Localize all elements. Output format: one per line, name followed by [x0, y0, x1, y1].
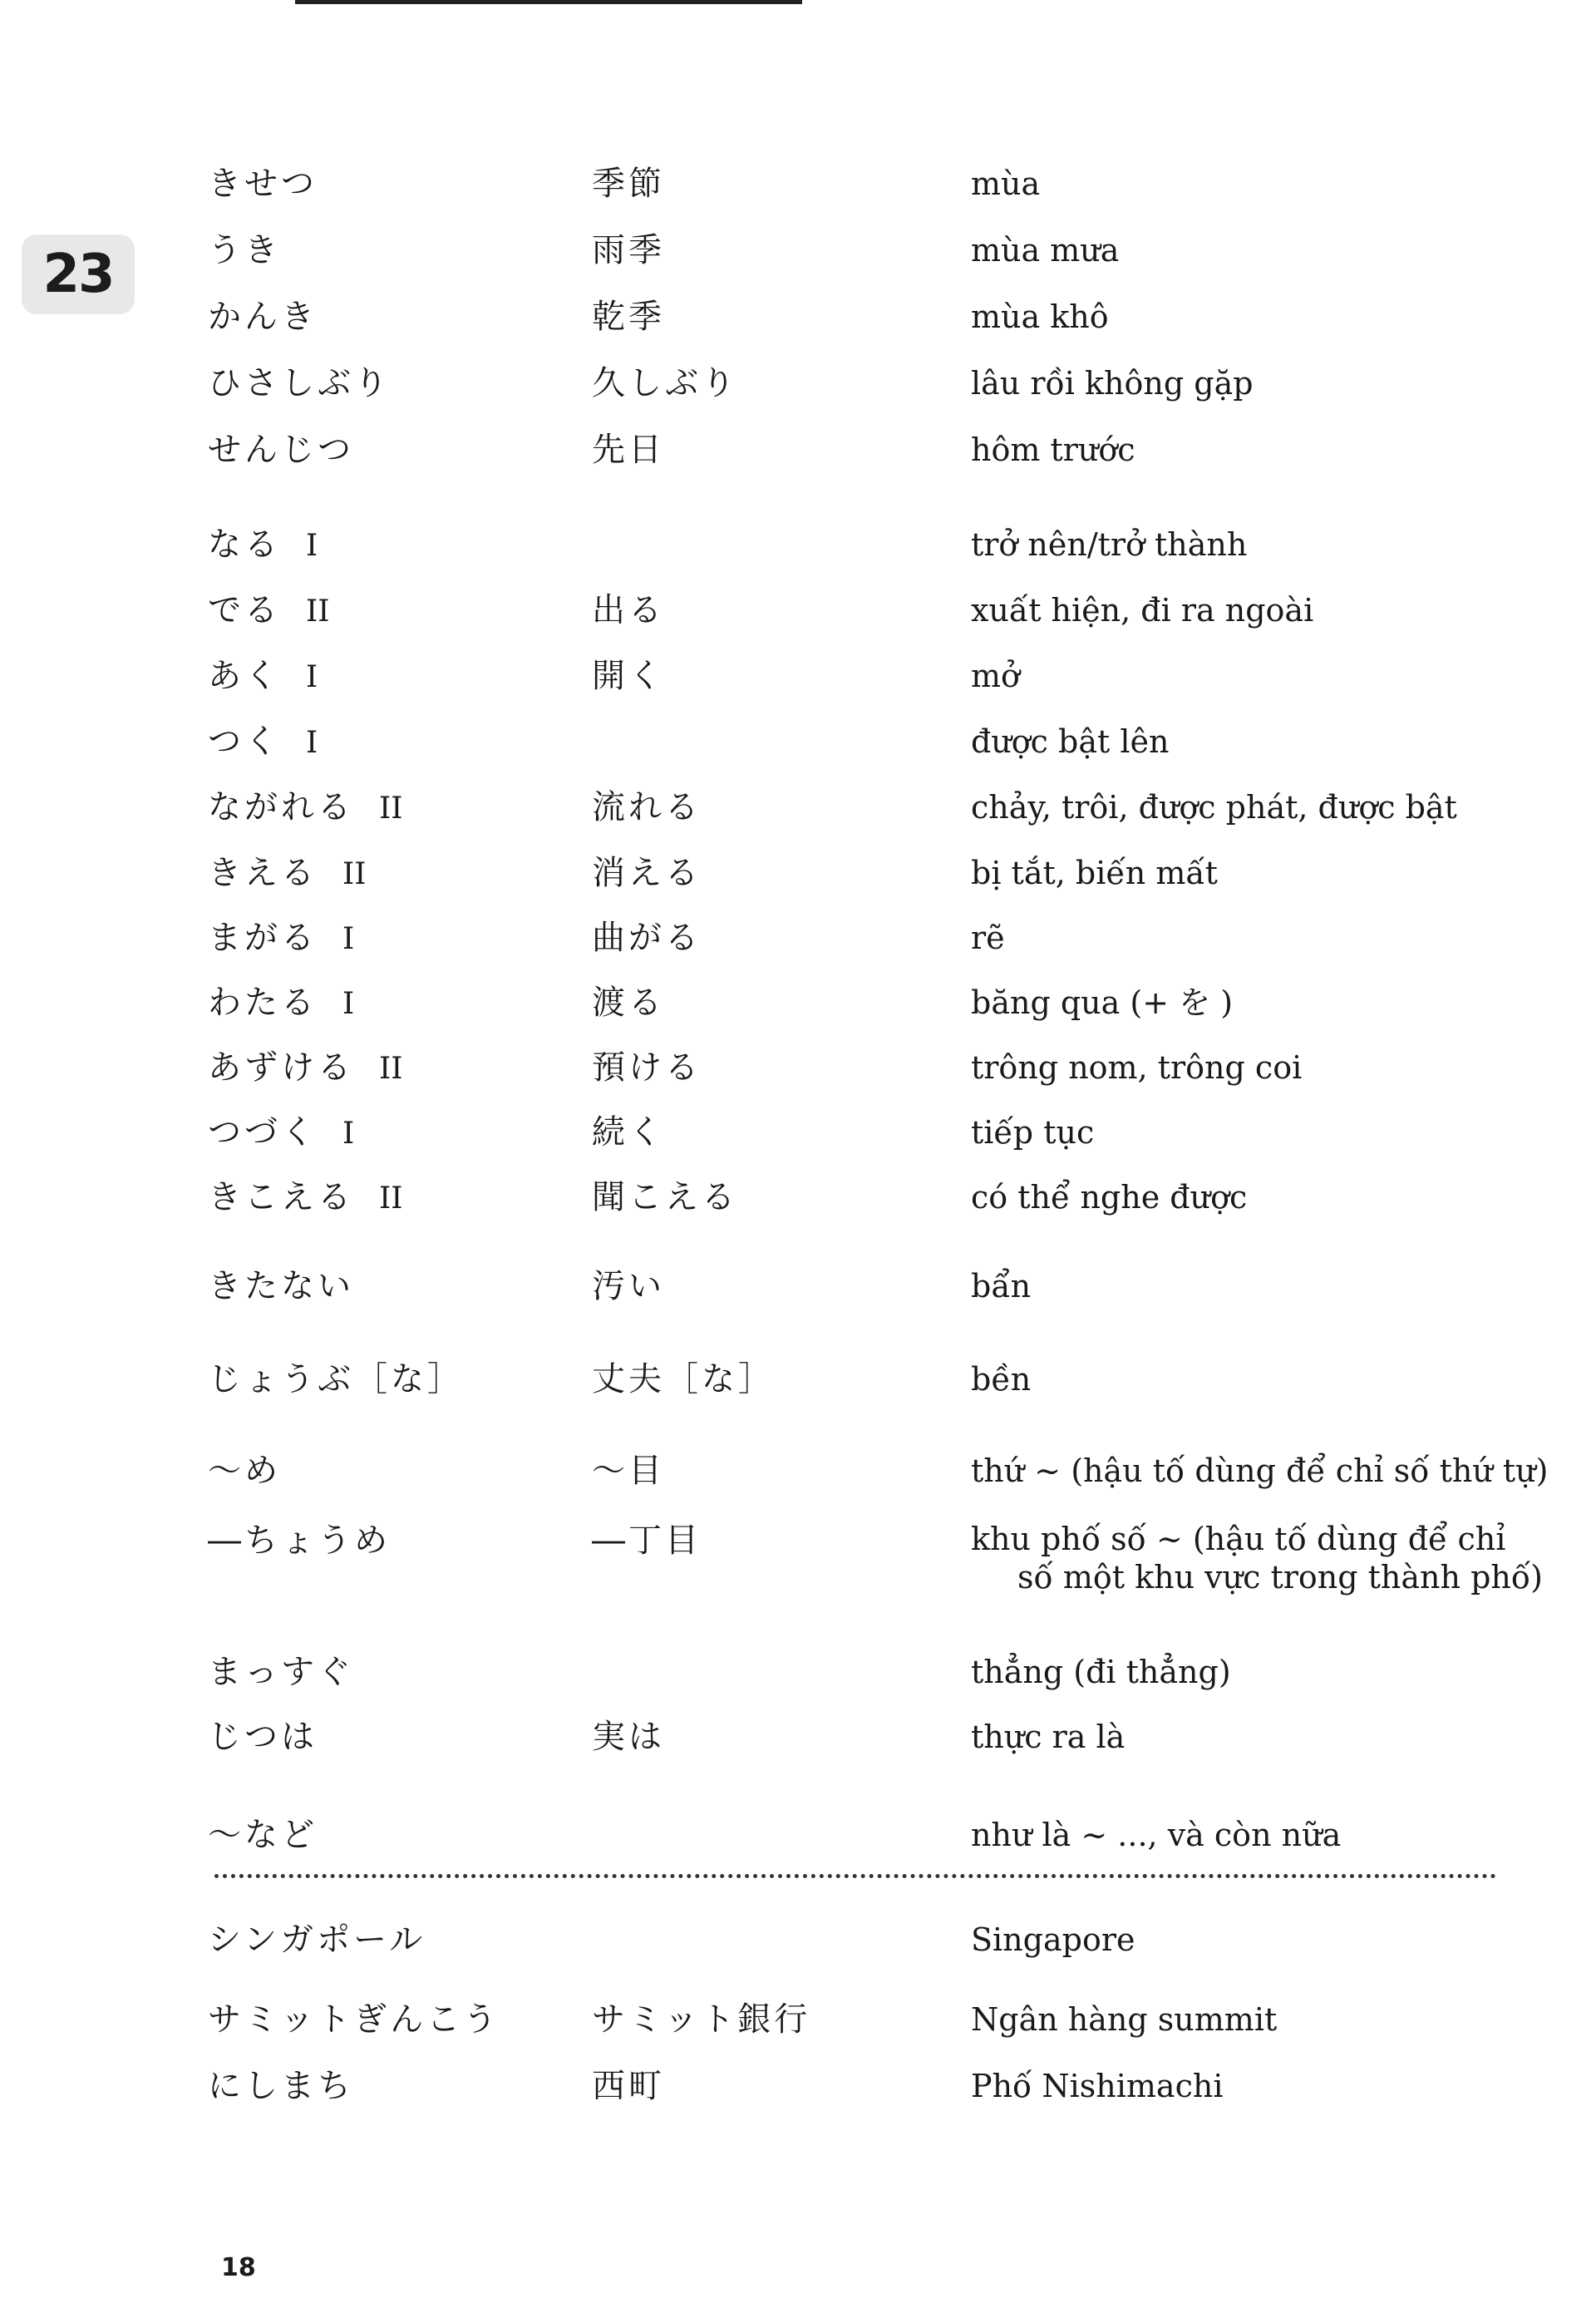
verb-group: I: [342, 922, 355, 956]
kanji-form: 実は: [592, 1718, 665, 1756]
kanji-form: 季節: [592, 165, 665, 203]
meaning: hôm trước: [971, 432, 1135, 468]
meaning: mở: [971, 658, 1020, 694]
lesson-number-badge: 23: [22, 234, 135, 314]
meaning: băng qua (+ を ): [971, 984, 1234, 1021]
vocab-row: [0, 1166, 1596, 1228]
kanji-form: 流れる: [592, 788, 702, 826]
meaning: mùa: [971, 165, 1041, 202]
vocab-row: [0, 711, 1596, 772]
meaning: Ngân hàng summit: [971, 2001, 1278, 2038]
kanji-form: 渡る: [592, 984, 665, 1022]
proper-noun-row: [0, 1989, 1596, 2050]
vocab-row: [0, 1349, 1596, 1410]
kana-reading: きえる II: [208, 842, 366, 905]
meaning: bền: [971, 1361, 1032, 1398]
vocab-row: [0, 153, 1596, 215]
meaning: bẩn: [971, 1268, 1032, 1304]
kana-reading: つく I: [208, 711, 318, 774]
meaning: lâu rồi không gặp: [971, 365, 1254, 402]
vocab-row: [0, 842, 1596, 904]
meaning: có thể nghe được: [971, 1179, 1248, 1216]
meaning: thực ra là: [971, 1719, 1126, 1755]
verb-group: II: [379, 1181, 403, 1216]
vocab-row: [0, 1440, 1596, 1502]
kana-reading: まがる I: [208, 907, 354, 970]
kanji-form: 先日: [592, 431, 665, 469]
kana-reading: なる I: [208, 514, 318, 577]
kana-reading: ながれる II: [208, 777, 402, 840]
vocab-row: [0, 645, 1596, 707]
vocab-row: [0, 1641, 1596, 1703]
kanji-form: 西町: [592, 2067, 665, 2105]
meaning: mùa mưa: [971, 232, 1120, 269]
meaning: khu phố số ~ (hậu tố dùng để chỉ số một khu vực trong thành phố): [971, 1521, 1543, 1595]
kana-reading: きこえる II: [208, 1166, 402, 1230]
meaning: xuất hiện, đi ra ngoài: [971, 592, 1314, 629]
kanji-form: 消える: [592, 854, 702, 892]
kana-reading: ～など: [208, 1816, 318, 1854]
kana-reading: つづく I: [208, 1102, 354, 1165]
verb-group: II: [379, 1052, 403, 1086]
kanji-form: 預ける: [592, 1048, 702, 1087]
vocab-row: [0, 286, 1596, 348]
vocab-row: [0, 353, 1596, 414]
verb-group: I: [342, 1117, 355, 1151]
kana-reading: ～め: [208, 1452, 281, 1490]
kana-reading: かんき: [208, 298, 318, 336]
verb-group: I: [306, 529, 318, 563]
verb-group: I: [306, 660, 318, 694]
kana-reading: きたない: [208, 1267, 354, 1305]
vocab-row: [0, 972, 1596, 1033]
kanji-form: 曲がる: [592, 919, 702, 957]
vocab-row: [0, 1510, 1596, 1595]
verb-group: II: [379, 792, 403, 826]
kanji-form: 開く: [592, 657, 665, 695]
meaning: trông nom, trông coi: [971, 1049, 1303, 1086]
kana-reading: せんじつ: [208, 431, 354, 469]
meaning: rẽ: [971, 920, 1005, 956]
kanji-form: 聞こえる: [592, 1178, 738, 1216]
vocab-row: [0, 1255, 1596, 1317]
meaning: thứ ~ (hậu tố dùng để chỉ số thứ tự): [971, 1452, 1549, 1489]
kanji-form: 続く: [592, 1113, 665, 1152]
vocab-row: [0, 1037, 1596, 1098]
kana-reading: じつは: [208, 1718, 318, 1756]
kanji-form: 乾季: [592, 298, 665, 336]
kana-reading: あずける II: [208, 1037, 402, 1100]
kanji-form: 出る: [592, 591, 665, 629]
vocab-row: [0, 1804, 1596, 1866]
kana-reading: でる II: [208, 580, 329, 643]
meaning: được bật lên: [971, 723, 1170, 760]
meaning: chảy, trôi, được phát, được bật: [971, 789, 1457, 826]
kanji-form: ～目: [592, 1452, 665, 1490]
kana-reading: ―ちょうめ: [208, 1521, 391, 1560]
meaning: thẳng (đi thẳng): [971, 1654, 1231, 1690]
verb-group: I: [342, 987, 355, 1021]
kanji-form: 丈夫［な］: [592, 1360, 775, 1398]
kanji-form: 汚い: [592, 1267, 665, 1305]
vocab-row: [0, 219, 1596, 281]
page-number: 18: [221, 2253, 256, 2282]
vocab-row: [0, 580, 1596, 641]
meaning: mùa khô: [971, 298, 1109, 335]
meaning: bị tắt, biến mất: [971, 855, 1218, 891]
vocab-row: [0, 419, 1596, 481]
kana-reading: サミットぎんこう: [208, 2000, 500, 2039]
verb-group: II: [342, 857, 367, 891]
kana-reading: わたる I: [208, 972, 354, 1035]
kanji-form: サミット銀行: [592, 2000, 811, 2039]
verb-group: II: [306, 594, 330, 629]
kanji-form: 雨季: [592, 231, 665, 269]
kana-reading: きせつ: [208, 165, 318, 203]
verb-group: I: [306, 726, 318, 760]
vocab-row: [0, 907, 1596, 969]
kana-reading: ひさしぶり: [208, 364, 391, 402]
vocab-row: [0, 777, 1596, 838]
vocab-row: [0, 514, 1596, 575]
meaning: Singapore: [971, 1921, 1135, 1958]
dotted-divider: [214, 1874, 1496, 1878]
meaning: trở nên/trở thành: [971, 526, 1248, 563]
kana-reading: シンガポール: [208, 1921, 426, 1959]
vocab-row: [0, 1706, 1596, 1768]
kana-reading: まっすぐ: [208, 1653, 354, 1691]
kana-reading: にしまち: [208, 2067, 354, 2105]
kana-reading: じょうぶ［な］: [208, 1360, 464, 1398]
kanji-form: ―丁目: [592, 1521, 702, 1560]
kanji-form: 久しぶり: [592, 364, 738, 402]
kana-reading: うき: [208, 231, 281, 269]
proper-noun-row: [0, 1909, 1596, 1970]
proper-noun-row: [0, 2055, 1596, 2117]
vocab-row: [0, 1102, 1596, 1163]
kana-reading: あく I: [208, 645, 318, 708]
meaning: như là ~ ..., và còn nữa: [971, 1817, 1342, 1853]
meaning: Phố Nishimachi: [971, 2068, 1224, 2104]
meaning: tiếp tục: [971, 1114, 1095, 1151]
